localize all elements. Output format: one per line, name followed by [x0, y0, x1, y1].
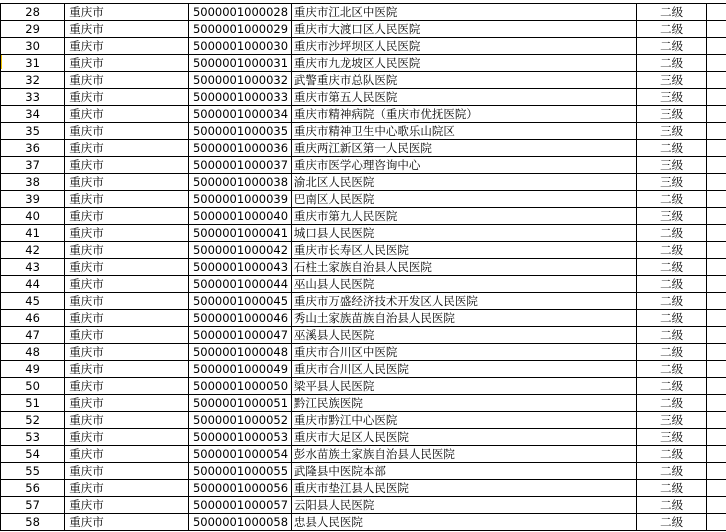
empty-cell[interactable]: [706, 259, 726, 276]
hospital-name-cell[interactable]: 重庆市大渡口区人民医院: [291, 21, 637, 38]
grade-cell[interactable]: 三级: [637, 123, 706, 140]
row-number-cell[interactable]: 29: [1, 21, 65, 38]
table-row: [1, 4, 726, 21]
row-number-cell[interactable]: 28: [1, 4, 65, 21]
hospital-name-cell[interactable]: 重庆市万盛经济技术开发区人民医院: [291, 293, 637, 310]
code-cell[interactable]: 5000001000045: [188, 293, 291, 310]
city-cell[interactable]: 重庆市: [65, 514, 189, 531]
grade-cell[interactable]: 二级: [637, 310, 706, 327]
empty-cell[interactable]: [706, 497, 726, 514]
row-number-cell[interactable]: 49: [1, 361, 65, 378]
empty-cell[interactable]: [706, 38, 726, 55]
row-number-cell[interactable]: 54: [1, 446, 65, 463]
code-cell[interactable]: 5000001000050: [188, 378, 291, 395]
hospital-name-cell[interactable]: 武警重庆市总队医院: [291, 72, 637, 89]
code-cell[interactable]: 5000001000058: [188, 514, 291, 531]
hospital-name-cell[interactable]: 城口县人民医院: [291, 225, 637, 242]
grade-cell[interactable]: 三级: [637, 412, 706, 429]
hospital-name-cell[interactable]: 重庆市精神卫生中心歌乐山院区: [291, 123, 637, 140]
code-cell[interactable]: 5000001000047: [188, 327, 291, 344]
grade-cell[interactable]: 二级: [637, 514, 706, 531]
empty-cell[interactable]: [706, 395, 726, 412]
grade-cell[interactable]: 三级: [637, 106, 706, 123]
table-row: [1, 259, 726, 276]
empty-cell[interactable]: [706, 225, 726, 242]
grade-cell[interactable]: 二级: [637, 38, 706, 55]
grade-cell[interactable]: 二级: [637, 140, 706, 157]
empty-cell[interactable]: [706, 157, 726, 174]
city-cell[interactable]: 重庆市: [65, 225, 189, 242]
row-number-cell[interactable]: 52: [1, 412, 65, 429]
table-row: [1, 225, 726, 242]
table-row: [1, 174, 726, 191]
city-cell[interactable]: 重庆市: [65, 361, 189, 378]
row-number-cell[interactable]: 57: [1, 497, 65, 514]
empty-cell[interactable]: [706, 140, 726, 157]
hospital-name-cell[interactable]: 重庆市精神病院（重庆市优抚医院）: [291, 106, 637, 123]
grade-cell[interactable]: 二级: [637, 497, 706, 514]
table-row: [1, 123, 726, 140]
row-number-cell[interactable]: 35: [1, 123, 65, 140]
city-cell[interactable]: 重庆市: [65, 378, 189, 395]
city-cell[interactable]: 重庆市: [65, 395, 189, 412]
table-row: [1, 327, 726, 344]
code-cell[interactable]: 5000001000035: [188, 123, 291, 140]
table-row: [1, 378, 726, 395]
row-number-cell[interactable]: 34: [1, 106, 65, 123]
hospital-name-cell[interactable]: 武隆县中医院本部: [291, 463, 637, 480]
row-number-cell[interactable]: 48: [1, 344, 65, 361]
grade-cell[interactable]: 二级: [637, 4, 706, 21]
hospital-name-cell[interactable]: 云阳县人民医院: [291, 497, 637, 514]
city-cell[interactable]: 重庆市: [65, 327, 189, 344]
hospital-name-cell[interactable]: 秀山土家族苗族自治县人民医院: [291, 310, 637, 327]
code-cell[interactable]: 5000001000055: [188, 463, 291, 480]
hospital-name-cell[interactable]: 重庆市第九人民医院: [291, 208, 637, 225]
empty-cell[interactable]: [706, 174, 726, 191]
grade-cell[interactable]: 二级: [637, 378, 706, 395]
code-cell[interactable]: 5000001000028: [188, 4, 291, 21]
row-number-cell[interactable]: 42: [1, 242, 65, 259]
grade-cell[interactable]: 三级: [637, 89, 706, 106]
row-number-cell[interactable]: 53: [1, 429, 65, 446]
row-number-cell[interactable]: 51: [1, 395, 65, 412]
hospital-name-cell[interactable]: 重庆市九龙坡区人民医院: [291, 55, 637, 72]
code-cell[interactable]: 5000001000046: [188, 310, 291, 327]
grade-cell[interactable]: 三级: [637, 72, 706, 89]
row-number-cell[interactable]: 38: [1, 174, 65, 191]
city-cell[interactable]: 重庆市: [65, 344, 189, 361]
row-number-cell[interactable]: 39: [1, 191, 65, 208]
city-cell[interactable]: 重庆市: [65, 174, 189, 191]
city-cell[interactable]: 重庆市: [65, 89, 189, 106]
code-cell[interactable]: 5000001000051: [188, 395, 291, 412]
empty-cell[interactable]: [706, 446, 726, 463]
row-number-cell[interactable]: 40: [1, 208, 65, 225]
code-cell[interactable]: 5000001000030: [188, 38, 291, 55]
table-row: [1, 276, 726, 293]
table-row: [1, 55, 726, 72]
city-cell[interactable]: 重庆市: [65, 123, 189, 140]
table-row: [1, 242, 726, 259]
row-number-cell[interactable]: 32: [1, 72, 65, 89]
empty-cell[interactable]: [706, 412, 726, 429]
code-cell[interactable]: 5000001000038: [188, 174, 291, 191]
city-cell[interactable]: 重庆市: [65, 55, 189, 72]
code-cell[interactable]: 5000001000039: [188, 191, 291, 208]
hospital-name-cell[interactable]: 巫溪县人民医院: [291, 327, 637, 344]
hospital-name-cell[interactable]: 重庆市大足区人民医院: [291, 429, 637, 446]
empty-cell[interactable]: [706, 191, 726, 208]
city-cell[interactable]: 重庆市: [65, 497, 189, 514]
row-number-cell[interactable]: 50: [1, 378, 65, 395]
city-cell[interactable]: 重庆市: [65, 310, 189, 327]
code-cell[interactable]: 5000001000040: [188, 208, 291, 225]
table-row: [1, 191, 726, 208]
hospital-name-cell[interactable]: 渝北区人民医院: [291, 174, 637, 191]
hospital-name-cell[interactable]: 彭水苗族土家族自治县人民医院: [291, 446, 637, 463]
hospital-name-cell[interactable]: 重庆市医学心理咨询中心: [291, 157, 637, 174]
table-row: [1, 395, 726, 412]
hospital-name-cell[interactable]: 重庆市第五人民医院: [291, 89, 637, 106]
empty-cell[interactable]: [706, 480, 726, 497]
hospital-name-cell[interactable]: 梁平县人民医院: [291, 378, 637, 395]
table-row: [1, 361, 726, 378]
code-cell[interactable]: 5000001000049: [188, 361, 291, 378]
table-row: [1, 514, 726, 531]
empty-cell[interactable]: [706, 21, 726, 38]
table-row: [1, 157, 726, 174]
grade-cell[interactable]: 三级: [637, 174, 706, 191]
grade-cell[interactable]: 二级: [637, 463, 706, 480]
city-cell[interactable]: 重庆市: [65, 72, 189, 89]
city-cell[interactable]: 重庆市: [65, 480, 189, 497]
city-cell[interactable]: 重庆市: [65, 191, 189, 208]
row-number-cell[interactable]: 31: [1, 55, 65, 72]
code-cell[interactable]: 5000001000056: [188, 480, 291, 497]
city-cell[interactable]: 重庆市: [65, 38, 189, 55]
empty-cell[interactable]: [706, 55, 726, 72]
row-number-cell[interactable]: 44: [1, 276, 65, 293]
grade-cell[interactable]: 二级: [637, 242, 706, 259]
hospital-name-cell[interactable]: 重庆市江北区中医院: [291, 4, 637, 21]
table-row: [1, 480, 726, 497]
table-row: [1, 21, 726, 38]
grade-cell[interactable]: 三级: [637, 157, 706, 174]
hospital-table: [0, 3, 726, 531]
empty-cell[interactable]: [706, 72, 726, 89]
grade-cell[interactable]: 二级: [637, 225, 706, 242]
city-cell[interactable]: 重庆市: [65, 293, 189, 310]
grade-cell[interactable]: 二级: [637, 344, 706, 361]
city-cell[interactable]: 重庆市: [65, 259, 189, 276]
code-cell[interactable]: 5000001000052: [188, 412, 291, 429]
code-cell[interactable]: 5000001000034: [188, 106, 291, 123]
hospital-name-cell[interactable]: 重庆市长寿区人民医院: [291, 242, 637, 259]
code-cell[interactable]: 5000001000057: [188, 497, 291, 514]
empty-cell[interactable]: [706, 429, 726, 446]
empty-cell[interactable]: [706, 89, 726, 106]
table-row: [1, 293, 726, 310]
city-cell[interactable]: 重庆市: [65, 4, 189, 21]
code-cell[interactable]: 5000001000031: [188, 55, 291, 72]
empty-cell[interactable]: [706, 276, 726, 293]
city-cell[interactable]: 重庆市: [65, 140, 189, 157]
row-number-cell[interactable]: 33: [1, 89, 65, 106]
code-cell[interactable]: 5000001000037: [188, 157, 291, 174]
grade-cell[interactable]: 二级: [637, 21, 706, 38]
table-row: [1, 208, 726, 225]
code-cell[interactable]: 5000001000044: [188, 276, 291, 293]
empty-cell[interactable]: [706, 106, 726, 123]
city-cell[interactable]: 重庆市: [65, 157, 189, 174]
grade-cell[interactable]: 二级: [637, 395, 706, 412]
row-number-cell[interactable]: 43: [1, 259, 65, 276]
city-cell[interactable]: 重庆市: [65, 21, 189, 38]
city-cell[interactable]: 重庆市: [65, 106, 189, 123]
grade-cell[interactable]: 二级: [637, 276, 706, 293]
grade-cell[interactable]: 二级: [637, 446, 706, 463]
grade-cell[interactable]: 二级: [637, 191, 706, 208]
hospital-name-cell[interactable]: 黔江民族医院: [291, 395, 637, 412]
code-cell[interactable]: 5000001000054: [188, 446, 291, 463]
hospital-name-cell[interactable]: 重庆市沙坪坝区人民医院: [291, 38, 637, 55]
city-cell[interactable]: 重庆市: [65, 276, 189, 293]
city-cell[interactable]: 重庆市: [65, 242, 189, 259]
table-row: [1, 429, 726, 446]
code-cell[interactable]: 5000001000043: [188, 259, 291, 276]
table-row: [1, 310, 726, 327]
row-number-cell[interactable]: 41: [1, 225, 65, 242]
table-body: [1, 4, 726, 531]
table-row: [1, 89, 726, 106]
empty-cell[interactable]: [706, 4, 726, 21]
city-cell[interactable]: 重庆市: [65, 463, 189, 480]
code-cell[interactable]: 5000001000033: [188, 89, 291, 106]
hospital-name-cell[interactable]: 巴南区人民医院: [291, 191, 637, 208]
grade-cell[interactable]: 二级: [637, 259, 706, 276]
grade-cell[interactable]: 二级: [637, 293, 706, 310]
row-number-cell[interactable]: 55: [1, 463, 65, 480]
code-cell[interactable]: 5000001000053: [188, 429, 291, 446]
row-number-cell[interactable]: 58: [1, 514, 65, 531]
grade-cell[interactable]: 二级: [637, 327, 706, 344]
hospital-name-cell[interactable]: 巫山县人民医院: [291, 276, 637, 293]
grade-cell[interactable]: 二级: [637, 55, 706, 72]
code-cell[interactable]: 5000001000048: [188, 344, 291, 361]
empty-cell[interactable]: [706, 327, 726, 344]
empty-cell[interactable]: [706, 242, 726, 259]
row-number-cell[interactable]: 45: [1, 293, 65, 310]
code-cell[interactable]: 5000001000036: [188, 140, 291, 157]
hospital-name-cell[interactable]: 忠县人民医院: [291, 514, 637, 531]
grade-cell[interactable]: 二级: [637, 480, 706, 497]
row-number-cell[interactable]: 47: [1, 327, 65, 344]
row-number-cell[interactable]: 37: [1, 157, 65, 174]
hospital-name-cell[interactable]: 重庆市合川区中医院: [291, 344, 637, 361]
empty-cell[interactable]: [706, 361, 726, 378]
table-row: [1, 72, 726, 89]
hospital-name-cell[interactable]: 重庆两江新区第一人民医院: [291, 140, 637, 157]
grade-cell[interactable]: 三级: [637, 429, 706, 446]
table-row: [1, 106, 726, 123]
table-row: [1, 446, 726, 463]
row-number-cell[interactable]: 46: [1, 310, 65, 327]
code-cell[interactable]: 5000001000041: [188, 225, 291, 242]
hospital-name-cell[interactable]: 重庆市垫江县人民医院: [291, 480, 637, 497]
hospital-name-cell[interactable]: 重庆市合川区人民医院: [291, 361, 637, 378]
empty-cell[interactable]: [706, 123, 726, 140]
empty-cell[interactable]: [706, 378, 726, 395]
table-row: [1, 497, 726, 514]
code-cell[interactable]: 5000001000029: [188, 21, 291, 38]
hospital-name-cell[interactable]: 重庆市黔江中心医院: [291, 412, 637, 429]
empty-cell[interactable]: [706, 310, 726, 327]
empty-cell[interactable]: [706, 514, 726, 531]
code-cell[interactable]: 5000001000042: [188, 242, 291, 259]
table-row: [1, 140, 726, 157]
row-number-cell[interactable]: 30: [1, 38, 65, 55]
code-cell[interactable]: 5000001000032: [188, 72, 291, 89]
city-cell[interactable]: 重庆市: [65, 208, 189, 225]
grade-cell[interactable]: 三级: [637, 208, 706, 225]
table-row: [1, 344, 726, 361]
city-cell[interactable]: 重庆市: [65, 412, 189, 429]
table-row: [1, 463, 726, 480]
city-cell[interactable]: 重庆市: [65, 429, 189, 446]
row-number-cell[interactable]: 36: [1, 140, 65, 157]
city-cell[interactable]: 重庆市: [65, 446, 189, 463]
empty-cell[interactable]: [706, 344, 726, 361]
row-number-cell[interactable]: 56: [1, 480, 65, 497]
empty-cell[interactable]: [706, 293, 726, 310]
hospital-name-cell[interactable]: 石柱土家族自治县人民医院: [291, 259, 637, 276]
grade-cell[interactable]: 二级: [637, 361, 706, 378]
table-row: [1, 38, 726, 55]
empty-cell[interactable]: [706, 463, 726, 480]
table-row: [1, 412, 726, 429]
empty-cell[interactable]: [706, 208, 726, 225]
